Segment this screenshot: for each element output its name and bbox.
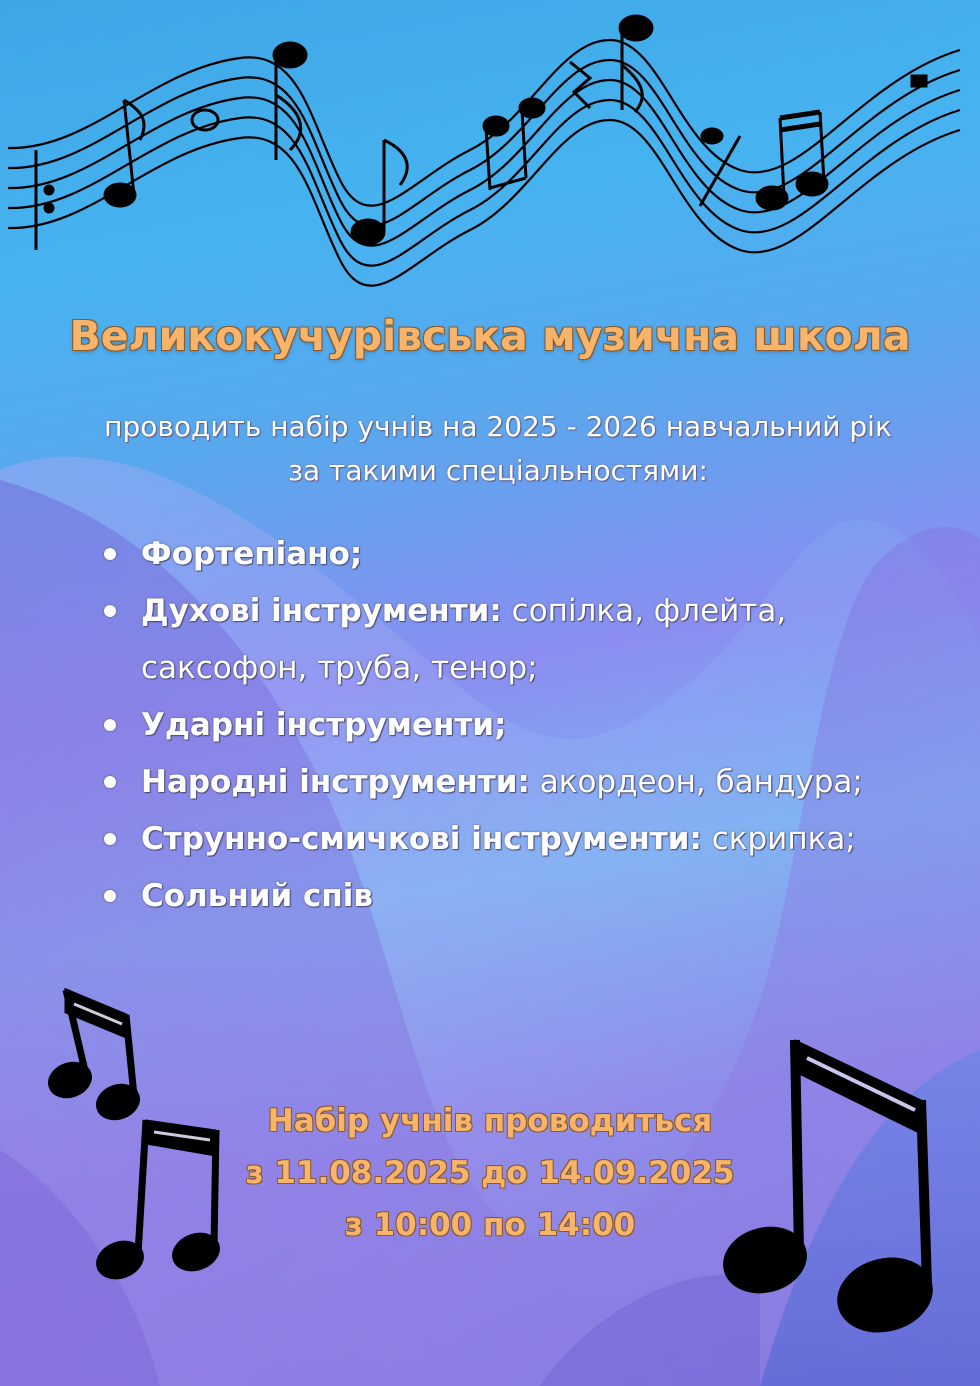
bullet-icon — [104, 890, 116, 902]
intro-line-1: проводить набір учнів на 2025 - 2026 навчальний рік — [104, 410, 892, 443]
list-item — [104, 526, 964, 583]
bullet-icon — [104, 548, 116, 560]
specialty-name: Ударні інструменти; — [141, 707, 507, 743]
list-item — [104, 868, 964, 925]
list-item — [104, 811, 964, 868]
bullet-icon — [104, 605, 116, 617]
list-item-continuation — [104, 640, 964, 697]
specialty-details: сопілка, флейта, — [501, 593, 787, 629]
intro-text — [0, 405, 980, 493]
enrollment-line-3: з 10:00 по 14:00 — [344, 1207, 636, 1243]
specialty-name: Фортепіано; — [141, 536, 363, 572]
bullet-icon — [104, 833, 116, 845]
specialties-list — [104, 526, 964, 925]
school-title: Великокучурівська музична школа — [69, 312, 911, 360]
music-staff-illustration — [0, 0, 980, 300]
double-note-icon-right — [715, 1030, 965, 1360]
intro-line-2: за такими спеціальностями: — [288, 454, 708, 487]
specialty-name: Струнно-смичкові інструменти: — [141, 821, 702, 857]
bullet-icon — [104, 719, 116, 731]
specialty-details: саксофон, труба, тенор; — [141, 650, 538, 686]
double-note-icon-left — [20, 980, 250, 1300]
bullet-icon — [104, 776, 116, 788]
specialty-name: Сольний спів — [141, 878, 374, 914]
specialty-name: Народні інструменти: — [141, 764, 530, 800]
list-item — [104, 697, 964, 754]
enrollment-line-1: Набір учнів проводиться — [267, 1103, 713, 1139]
specialty-name: Духові інструменти: — [141, 593, 502, 629]
specialty-details: скрипка; — [701, 821, 856, 857]
list-item — [104, 754, 964, 811]
list-item — [104, 583, 964, 640]
specialty-details: акордеон, бандура; — [529, 764, 863, 800]
enrollment-line-2: з 11.08.2025 до 14.09.2025 — [245, 1155, 735, 1191]
